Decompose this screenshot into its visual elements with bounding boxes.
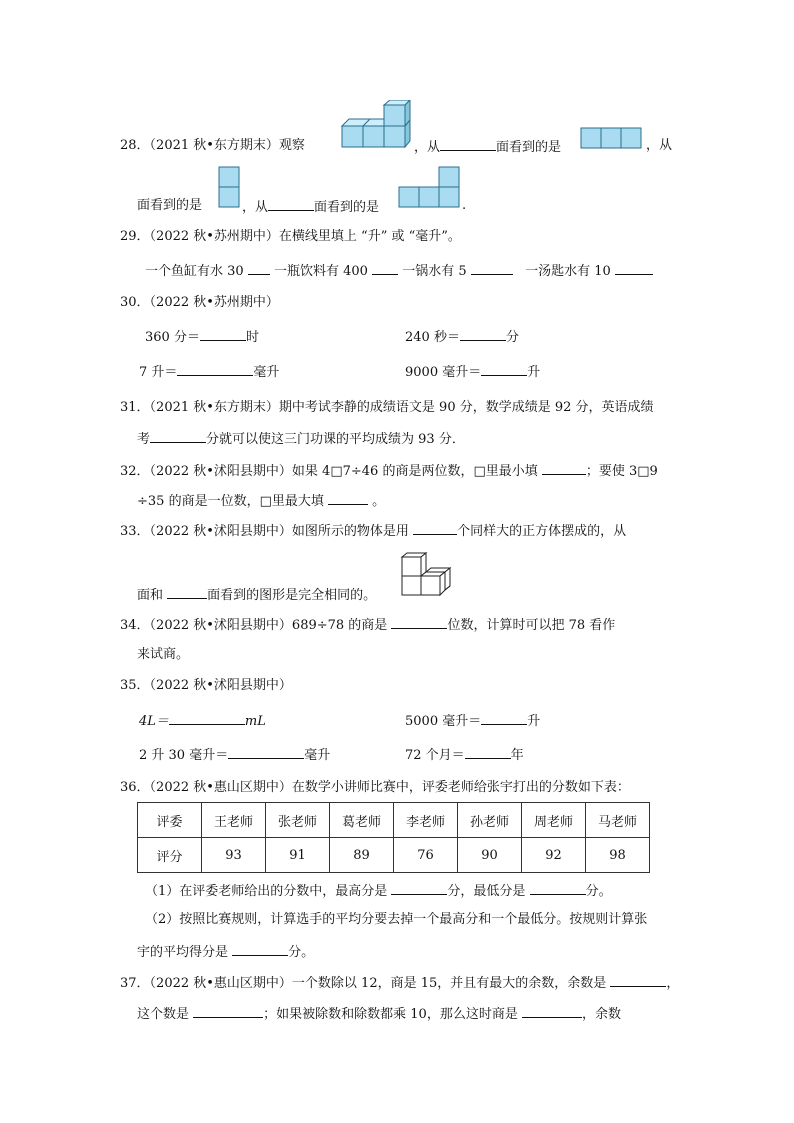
q28-text-from-2: ，从 <box>646 138 673 153</box>
q30-c <box>139 361 279 383</box>
q36-p2 <box>145 910 647 930</box>
q29-blank-a[interactable] <box>248 260 270 275</box>
q33-line1-start: 33．（2022 秋•沭阳县期中）如图所示的物体是用 <box>120 524 409 539</box>
q30-d <box>405 361 540 383</box>
q28-line1 <box>120 136 305 156</box>
q30-title-text: 30．（2022 秋•苏州期中） <box>120 295 279 310</box>
q36-blank-high[interactable] <box>391 880 447 895</box>
table-cell: 马老师 <box>586 803 650 838</box>
q30-blank-d[interactable] <box>481 361 527 376</box>
q36-p2-text: （2）按照比赛规则，计算选手的平均分要去掉一个最高分和一个最低分。按规则计算张 <box>145 912 648 927</box>
q35-title <box>120 676 292 696</box>
top-view-l-shape-icon <box>398 166 460 208</box>
q35-c-unit: 毫升 <box>304 748 331 763</box>
q30-title <box>120 293 279 313</box>
q35-blank-d[interactable] <box>465 744 511 759</box>
q37-line1-end: ， <box>666 976 680 991</box>
q36-p3 <box>137 941 314 963</box>
table-cell: 90 <box>458 838 522 873</box>
table-cell: 76 <box>394 838 458 873</box>
table-cell: 张老师 <box>266 803 330 838</box>
q36-p3-end: 分。 <box>288 945 315 960</box>
q37-line2-start: 这个数是 <box>137 1007 190 1022</box>
q31-line1-text: 31．（2021 秋•东方期末）期中考试李静的成绩语文是 90 分，数学成绩是 92 分，英语成绩 <box>120 400 654 415</box>
table-cell: 92 <box>522 838 586 873</box>
q28-text-see: 面看到的是 <box>496 140 562 155</box>
table-cell: 孙老师 <box>458 803 522 838</box>
q37-blank-number[interactable] <box>193 1003 263 1018</box>
q30-blank-b[interactable] <box>460 326 506 341</box>
q29-items <box>145 260 653 282</box>
q30-d-unit: 升 <box>527 365 541 380</box>
q34-line1 <box>120 614 615 636</box>
q34-line1-end: 位数，计算时可以把 78 看作 <box>447 618 616 633</box>
q33-blank-2[interactable] <box>167 584 207 599</box>
q33-line2 <box>137 584 376 606</box>
q34-blank[interactable] <box>391 614 447 629</box>
q37-line2-mid: ；如果被除数和除数都乘 10，那么这时商是 <box>263 1007 518 1022</box>
q35-c <box>139 744 330 766</box>
q35-title-text: 35．（2022 秋•沭阳县期中） <box>120 678 292 693</box>
q36-blank-avg[interactable] <box>232 941 288 956</box>
q32-line2-end: 。 <box>372 494 386 509</box>
q28-prefix: 28．（2021 秋•东方期末）观察 <box>120 138 305 153</box>
q35-c-left: 2 升 30 毫升＝ <box>139 748 229 763</box>
q37-line1-start: 37．（2022 秋•惠山区期中）一个数除以 12，商是 15，并且有最大的余数，余数是 <box>120 976 607 991</box>
q36-title-text: 36．（2022 秋•惠山区期中）在数学小讲师比赛中，评委老师给张宇打出的分数如下表： <box>120 780 630 795</box>
table-row <box>138 838 650 873</box>
table-cell: 评委 <box>138 803 202 838</box>
table-cell: 98 <box>586 838 650 873</box>
q31-line2 <box>137 428 465 450</box>
table-cell: 评分 <box>138 838 202 873</box>
q33-blank-1[interactable] <box>413 520 457 535</box>
q35-blank-b[interactable] <box>481 710 527 725</box>
q29-item-d: 一汤匙水有 10 <box>525 264 611 279</box>
score-table <box>137 802 650 873</box>
q30-a-left: 360 分＝ <box>145 330 200 345</box>
table-cell: 李老师 <box>394 803 458 838</box>
q35-d-unit: 年 <box>510 748 524 763</box>
q35-a <box>139 710 266 732</box>
q29-title <box>120 227 461 247</box>
q32-line1-start: 32．（2022 秋•沭阳县期中）如果 4□7÷46 的商是两位数，□里最小填 <box>120 464 538 479</box>
q37-line2-end: ，余数 <box>581 1007 621 1022</box>
q34-line2-text: 来试商。 <box>137 647 190 662</box>
q30-blank-a[interactable] <box>200 326 246 341</box>
cube-solid-figure-icon <box>340 100 412 150</box>
q32-blank-1[interactable] <box>542 460 586 475</box>
front-view-three-squares-icon <box>580 127 642 149</box>
q37-blank-quotient[interactable] <box>522 1003 582 1018</box>
q30-c-left: 7 升＝ <box>139 365 178 380</box>
q28-text-see-3: 面看到的是 <box>314 200 380 215</box>
q28-blank-2[interactable] <box>268 196 314 211</box>
q28-text-from: ，从 <box>414 140 441 155</box>
table-header-row <box>138 803 650 838</box>
q30-b <box>405 326 519 348</box>
q37-blank-remainder[interactable] <box>610 972 666 987</box>
table-cell: 葛老师 <box>330 803 394 838</box>
q34-line2 <box>137 645 189 665</box>
table-cell: 91 <box>266 838 330 873</box>
cube-stack-figure-icon <box>400 552 458 598</box>
q32-line2-start: ÷35 的商是一位数，□里最大填 <box>137 494 324 509</box>
q36-p3-start: 宇的平均得分是 <box>137 945 229 960</box>
q32-line1-end: ；要使 3□9 <box>585 464 658 479</box>
q32-blank-2[interactable] <box>328 490 368 505</box>
q32-line2 <box>137 490 385 512</box>
q35-blank-c[interactable] <box>228 744 304 759</box>
q36-p1-end: 分。 <box>585 884 612 899</box>
q30-blank-c[interactable] <box>177 361 253 376</box>
q29-blank-b[interactable] <box>372 260 398 275</box>
q36-p1 <box>145 880 612 902</box>
q35-d <box>405 744 524 766</box>
q28-line2-end <box>462 196 466 216</box>
q37-line2 <box>137 1003 621 1025</box>
table-cell: 93 <box>202 838 266 873</box>
q28-line1-end <box>646 136 672 156</box>
q31-line2-start: 考 <box>137 432 151 447</box>
q35-d-left: 72 个月＝ <box>405 748 465 763</box>
q33-line2-end: 面看到的图形是完全相同的。 <box>207 588 377 603</box>
q28-blank-1[interactable] <box>440 136 496 151</box>
q31-line2-end: 分就可以使这三门功课的平均成绩为 93 分． <box>206 432 465 447</box>
table-cell: 王老师 <box>202 803 266 838</box>
q35-b-left: 5000 毫升＝ <box>405 714 482 729</box>
q35-a-unit: mL <box>244 714 266 729</box>
q33-line1-end: 个同样大的正方体摆成的，从 <box>457 524 627 539</box>
table-cell: 89 <box>330 838 394 873</box>
q35-b-unit: 升 <box>527 714 541 729</box>
side-view-two-squares-icon <box>218 166 240 208</box>
q32-line1 <box>120 460 658 482</box>
q34-line1-start: 34．（2022 秋•沭阳县期中）689÷78 的商是 <box>120 618 388 633</box>
q36-title <box>120 778 630 798</box>
q31-blank[interactable] <box>150 428 206 443</box>
table-cell: 周老师 <box>522 803 586 838</box>
q33-line1 <box>120 520 626 542</box>
q36-p1-start: （1）在评委老师给出的分数中，最高分是 <box>145 884 388 899</box>
q30-b-unit: 分 <box>505 330 519 345</box>
q36-p1-mid: 分，最低分是 <box>447 884 526 899</box>
q30-d-left: 9000 毫升＝ <box>405 365 482 380</box>
q31-line1 <box>120 398 654 418</box>
q28-line1-rest <box>414 136 561 158</box>
q36-blank-low[interactable] <box>530 880 586 895</box>
q29-blank-d[interactable] <box>615 260 653 275</box>
q37-line1 <box>120 972 679 994</box>
q30-b-left: 240 秒＝ <box>405 330 460 345</box>
q28-period: . <box>462 198 467 213</box>
q29-blank-c[interactable] <box>471 260 513 275</box>
q29-item-c: 一锅水有 5 <box>402 264 467 279</box>
q28-text-see-2: 面看到的是 <box>137 198 203 213</box>
q28-line2-mid <box>242 196 379 218</box>
q29-item-a: 一个鱼缸有水 30 <box>145 264 244 279</box>
q33-line2-start: 面和 <box>137 588 164 603</box>
q35-a-left: 4L＝ <box>139 714 169 729</box>
q35-blank-a[interactable] <box>169 710 245 725</box>
q29-item-b: 一瓶饮料有 400 <box>273 264 368 279</box>
q29-title-text: 29．（2022 秋•苏州期中）在横线里填上 “升” 或 “毫升”。 <box>120 229 461 244</box>
q30-c-unit: 毫升 <box>253 365 280 380</box>
q35-b <box>405 710 540 732</box>
q30-a <box>145 326 259 348</box>
q28-text-from-3: ，从 <box>242 200 269 215</box>
q30-a-unit: 时 <box>245 330 259 345</box>
q28-line2 <box>137 196 202 216</box>
